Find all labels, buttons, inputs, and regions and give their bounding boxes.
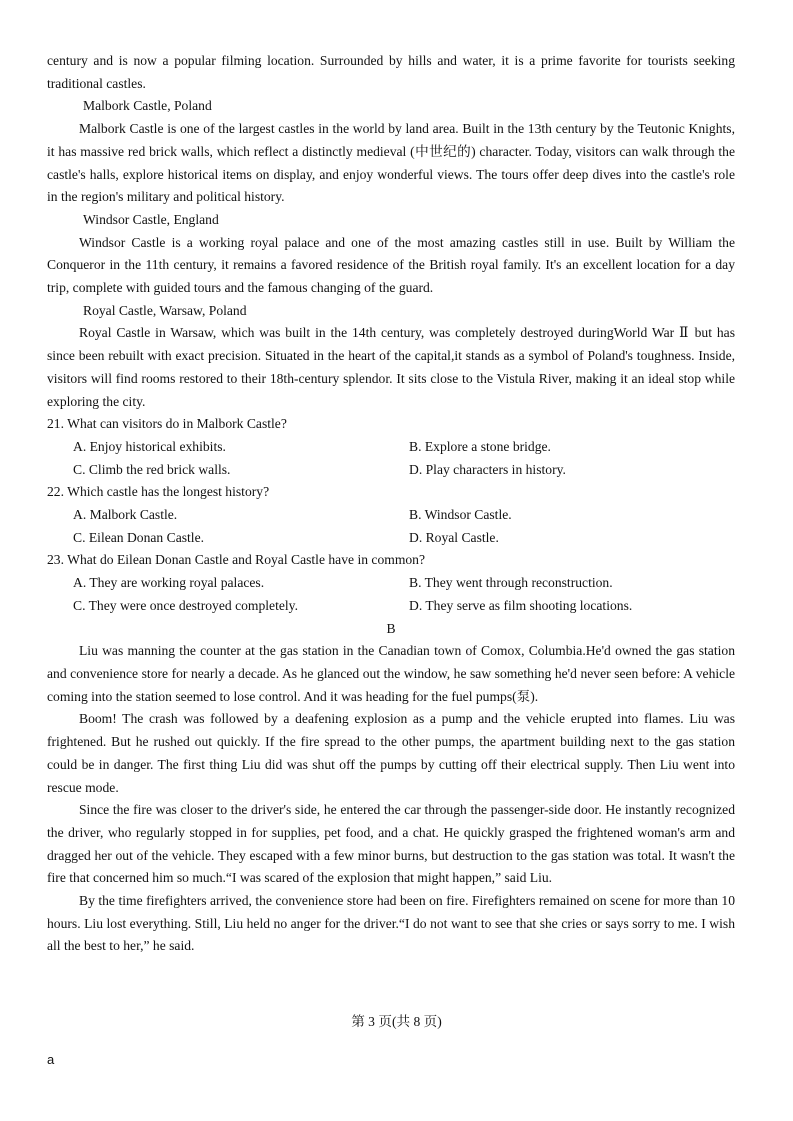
castle-heading: Royal Castle, Warsaw, Poland xyxy=(83,302,247,318)
section-label: B xyxy=(386,620,396,636)
option: B. Explore a stone bridge. xyxy=(409,438,551,454)
question-stem: 22. Which castle has the longest history? xyxy=(47,484,270,500)
question-stem: 23. What do Eilean Donan Castle and Royal Castle have in common? xyxy=(47,552,426,568)
option: D. Play characters in history. xyxy=(409,461,566,477)
castle-heading: Windsor Castle, England xyxy=(83,211,219,227)
passage-a-intro: century and is now a popular filming location. Surrounded by hills and water, it is a prime favorite for tourists seeking traditional castles. xyxy=(47,53,735,91)
option: D. They serve as film shooting locations. xyxy=(409,597,633,613)
question-stem: 21. What can visitors do in Malbork Castle? xyxy=(47,416,287,432)
document-page xyxy=(47,50,735,958)
option: B. They went through reconstruction. xyxy=(409,575,613,591)
option: C. Climb the red brick walls. xyxy=(73,461,231,477)
passage-b-paragraph: By the time firefighters arrived, the convenience store had been on fire. Firefighters remained on scene for more than 10 hours. Liu lost everything. Still, Liu held no anger for the driver.“I do not want to see that she cries or says sorry to me. I wish all the best to her,” he said. xyxy=(47,893,735,954)
option: A. Malbork Castle. xyxy=(73,507,178,523)
passage-b-paragraph: Since the fire was closer to the driver's side, he entered the car through the passenger-side door. He instantly recognized the driver, who regularly stopped in for supplies, pet food, and a chat. He quickly grasped the frightened woman's arm and dragged her out of the vehicle. They escaped with a few minor burns, but destruction to the gas station was total. It wasn't the fire that concerned him so much.“I was scared of the explosion that might happen,” said Liu. xyxy=(47,802,735,886)
question-options xyxy=(47,436,735,481)
option: A. They are working royal palaces. xyxy=(73,575,265,591)
castle-description: Malbork Castle is one of the largest castles in the world by land area. Built in the 13th century by the Teutonic Knights, it has massive red brick walls, which reflect a distinctly medieval (中世纪的) character. Today, visitors can walk through the castle's halls, explore historical items on display, and enjoy wonderful views. The tours offer deep dives into the castle's role in the region's military and political history. xyxy=(47,121,735,205)
question-options xyxy=(47,504,735,549)
option: C. They were once destroyed completely. xyxy=(73,597,298,613)
page-number: 第 3 页(共 8 页) xyxy=(351,1014,442,1029)
option: A. Enjoy historical exhibits. xyxy=(73,438,226,454)
option: D. Royal Castle. xyxy=(409,529,499,545)
castle-description: Royal Castle in Warsaw, which was built in the 14th century, was completely destroyed duringWorld War Ⅱ but has since been rebuilt with exact precision. Situated in the heart of the capital,it stands as a symbol of Poland's toughness. Inside, visitors will find rooms restored to their 18th-century splendor. It sits close to the Vistula River, making it an ideal stop while exploring the city. xyxy=(47,325,735,409)
castle-heading: Malbork Castle, Poland xyxy=(83,98,212,114)
question-options xyxy=(47,572,735,617)
option: C. Eilean Donan Castle. xyxy=(73,529,204,545)
option: B. Windsor Castle. xyxy=(409,507,512,523)
castle-description: Windsor Castle is a working royal palace and one of the most amazing castles still in use. Built by William the Conqueror in the 11th century, it remains a favored residence of the British royal family. It's an excellent location for a day trip, complete with guided tours and the famous changing of the guard. xyxy=(47,234,735,296)
passage-b-paragraph: Liu was manning the counter at the gas station in the Canadian town of Comox, Columbia.He'd owned the gas station and convenience store for nearly a decade. As he glanced out the window, he saw something he'd never seen before: A vehicle coming into the station seemed to lose control. And it was heading for the fuel pumps(泵). xyxy=(47,643,735,704)
passage-b-paragraph: Boom! The crash was followed by a deafening explosion as a pump and the vehicle erupted into flames. Liu was frightened. But he rushed out quickly. If the fire spread to the other pumps, the apartment building next to the gas station could be in danger. The first thing Liu did was shut off the pumps by cutting off their electrical supply. Then Liu went into rescue mode. xyxy=(47,711,735,795)
corner-mark: a xyxy=(47,1052,55,1067)
